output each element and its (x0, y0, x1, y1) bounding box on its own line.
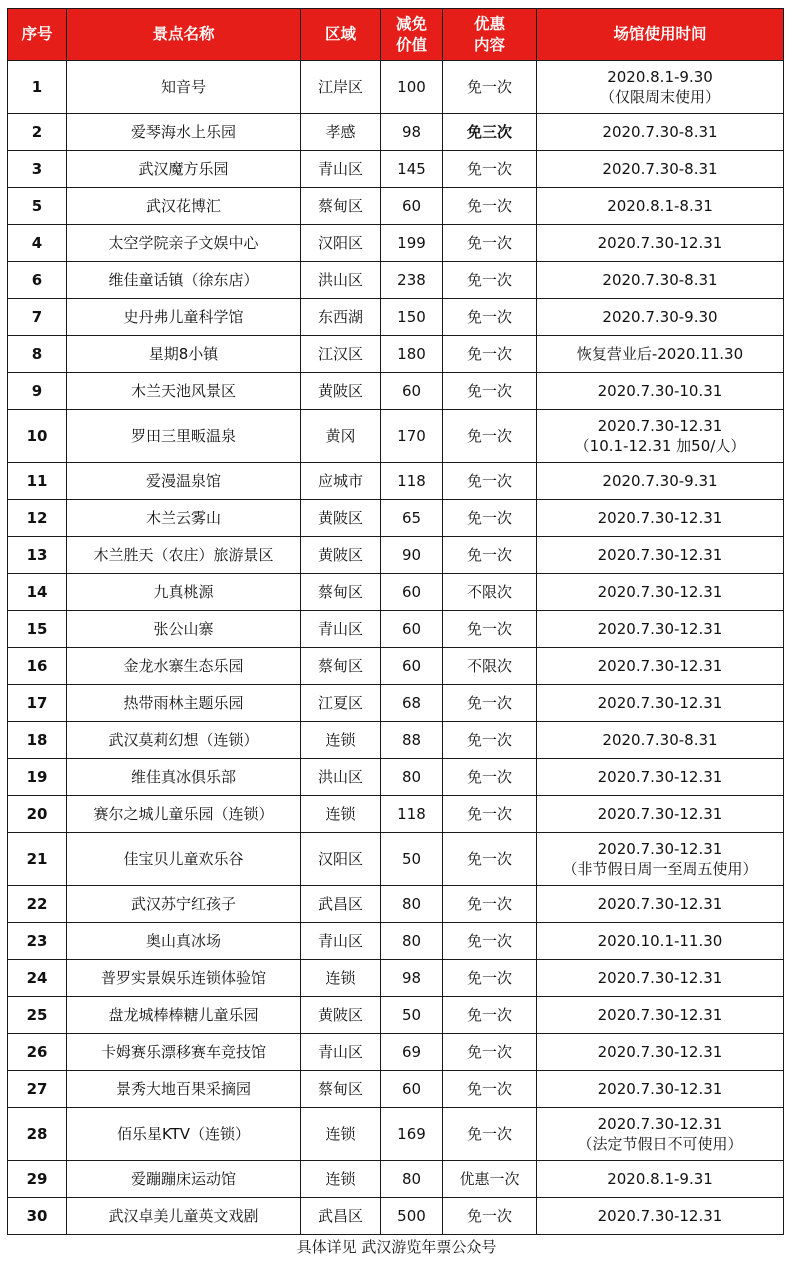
table-row (8, 463, 784, 500)
footer-note: 具体详见 武汉游览年票公众号 (296, 1238, 497, 1256)
cell-offer: 免一次 (443, 500, 537, 537)
cell-offer: 免一次 (443, 1108, 537, 1161)
cell-area: 武昌区 (301, 1198, 381, 1235)
cell-venue-name: 知音号 (67, 61, 301, 114)
cell-offer: 免一次 (443, 410, 537, 463)
cell-offer: 免一次 (443, 960, 537, 997)
cell-value: 80 (381, 923, 443, 960)
cell-area: 连锁 (301, 960, 381, 997)
cell-no: 6 (8, 262, 67, 299)
header-name: 景点名称 (67, 9, 301, 61)
cell-value: 238 (381, 262, 443, 299)
cell-no: 23 (8, 923, 67, 960)
table-row (8, 611, 784, 648)
header-row (8, 9, 784, 61)
cell-offer: 不限次 (443, 648, 537, 685)
cell-no: 15 (8, 611, 67, 648)
cell-usage-time: 2020.7.30-12.31 (537, 225, 784, 262)
cell-value: 80 (381, 1161, 443, 1198)
table-row (8, 188, 784, 225)
cell-area: 江夏区 (301, 685, 381, 722)
cell-usage-time: 2020.7.30-12.31 (537, 611, 784, 648)
cell-usage-time: 2020.7.30-8.31 (537, 151, 784, 188)
header-area: 区域 (301, 9, 381, 61)
cell-area: 黄陂区 (301, 997, 381, 1034)
cell-area: 应城市 (301, 463, 381, 500)
table-body (8, 61, 784, 1235)
cell-no: 11 (8, 463, 67, 500)
cell-venue-name: 爱漫温泉馆 (67, 463, 301, 500)
cell-value: 100 (381, 61, 443, 114)
cell-usage-time: 2020.8.1-9.30 （仅限周末使用） (537, 61, 784, 114)
cell-venue-name: 维佳童话镇（徐东店） (67, 262, 301, 299)
header-offer: 优惠 内容 (443, 9, 537, 61)
table-row (8, 1108, 784, 1161)
cell-usage-time: 2020.7.30-10.31 (537, 373, 784, 410)
cell-offer: 免一次 (443, 299, 537, 336)
cell-value: 118 (381, 796, 443, 833)
cell-no: 13 (8, 537, 67, 574)
cell-offer: 免一次 (443, 833, 537, 886)
cell-offer: 免一次 (443, 336, 537, 373)
cell-value: 68 (381, 685, 443, 722)
cell-usage-time: 2020.7.30-12.31 (537, 500, 784, 537)
cell-offer: 免三次 (443, 114, 537, 151)
header-no: 序号 (8, 9, 67, 61)
cell-usage-time: 2020.7.30-12.31 (537, 759, 784, 796)
cell-area: 江汉区 (301, 336, 381, 373)
cell-area: 连锁 (301, 1108, 381, 1161)
cell-value: 80 (381, 886, 443, 923)
cell-venue-name: 武汉苏宁红孩子 (67, 886, 301, 923)
cell-venue-name: 热带雨林主题乐园 (67, 685, 301, 722)
cell-value: 500 (381, 1198, 443, 1235)
cell-offer: 免一次 (443, 463, 537, 500)
cell-offer: 免一次 (443, 1198, 537, 1235)
cell-area: 连锁 (301, 722, 381, 759)
cell-area: 东西湖 (301, 299, 381, 336)
cell-value: 170 (381, 410, 443, 463)
cell-usage-time: 2020.7.30-12.31 （非节假日周一至周五使用） (537, 833, 784, 886)
header-time: 场馆使用时间 (537, 9, 784, 61)
cell-offer: 免一次 (443, 537, 537, 574)
cell-usage-time: 2020.7.30-12.31 (537, 997, 784, 1034)
cell-area: 蔡甸区 (301, 188, 381, 225)
cell-value: 65 (381, 500, 443, 537)
cell-offer: 免一次 (443, 1071, 537, 1108)
cell-value: 145 (381, 151, 443, 188)
cell-usage-time: 2020.7.30-12.31 (537, 960, 784, 997)
venue-table (7, 8, 784, 1235)
cell-no: 10 (8, 410, 67, 463)
cell-area: 青山区 (301, 151, 381, 188)
cell-usage-time: 2020.7.30-12.31 (537, 1034, 784, 1071)
cell-value: 199 (381, 225, 443, 262)
cell-venue-name: 盘龙城棒棒糖儿童乐园 (67, 997, 301, 1034)
cell-area: 黄冈 (301, 410, 381, 463)
table-row (8, 336, 784, 373)
cell-venue-name: 木兰云雾山 (67, 500, 301, 537)
table-row (8, 759, 784, 796)
cell-no: 4 (8, 225, 67, 262)
cell-usage-time: 2020.7.30-12.31 （10.1-12.31 加50/人） (537, 410, 784, 463)
cell-value: 50 (381, 833, 443, 886)
cell-usage-time: 2020.7.30-12.31 (537, 1071, 784, 1108)
cell-offer: 优惠一次 (443, 1161, 537, 1198)
cell-no: 25 (8, 997, 67, 1034)
cell-venue-name: 佳宝贝儿童欢乐谷 (67, 833, 301, 886)
cell-usage-time: 2020.10.1-11.30 (537, 923, 784, 960)
cell-offer: 免一次 (443, 685, 537, 722)
cell-venue-name: 爱琴海水上乐园 (67, 114, 301, 151)
cell-offer: 免一次 (443, 373, 537, 410)
cell-venue-name: 史丹弗儿童科学馆 (67, 299, 301, 336)
cell-no: 3 (8, 151, 67, 188)
cell-usage-time: 2020.8.1-8.31 (537, 188, 784, 225)
cell-offer: 免一次 (443, 1034, 537, 1071)
cell-area: 连锁 (301, 796, 381, 833)
cell-offer: 免一次 (443, 997, 537, 1034)
cell-value: 98 (381, 960, 443, 997)
cell-area: 黄陂区 (301, 500, 381, 537)
cell-value: 150 (381, 299, 443, 336)
cell-offer: 免一次 (443, 611, 537, 648)
cell-offer: 免一次 (443, 61, 537, 114)
cell-no: 14 (8, 574, 67, 611)
table-row (8, 685, 784, 722)
table-row (8, 923, 784, 960)
cell-no: 16 (8, 648, 67, 685)
cell-value: 69 (381, 1034, 443, 1071)
cell-area: 青山区 (301, 923, 381, 960)
cell-area: 蔡甸区 (301, 574, 381, 611)
cell-offer: 免一次 (443, 923, 537, 960)
table-row (8, 1198, 784, 1235)
cell-venue-name: 罗田三里畈温泉 (67, 410, 301, 463)
cell-area: 汉阳区 (301, 833, 381, 886)
cell-offer: 免一次 (443, 262, 537, 299)
cell-area: 孝感 (301, 114, 381, 151)
cell-area: 连锁 (301, 1161, 381, 1198)
table-row (8, 151, 784, 188)
cell-no: 26 (8, 1034, 67, 1071)
cell-value: 180 (381, 336, 443, 373)
cell-value: 60 (381, 648, 443, 685)
table-row (8, 648, 784, 685)
cell-no: 24 (8, 960, 67, 997)
cell-venue-name: 爱蹦蹦床运动馆 (67, 1161, 301, 1198)
cell-usage-time: 2020.7.30-12.31 (537, 886, 784, 923)
cell-area: 青山区 (301, 611, 381, 648)
cell-usage-time: 2020.7.30-12.31 (537, 796, 784, 833)
table-row (8, 225, 784, 262)
table-row (8, 537, 784, 574)
cell-value: 60 (381, 373, 443, 410)
cell-area: 青山区 (301, 1034, 381, 1071)
cell-offer: 免一次 (443, 759, 537, 796)
header-value: 减免 价值 (381, 9, 443, 61)
cell-no: 21 (8, 833, 67, 886)
cell-venue-name: 武汉魔方乐园 (67, 151, 301, 188)
cell-offer: 免一次 (443, 151, 537, 188)
table-row (8, 833, 784, 886)
cell-no: 9 (8, 373, 67, 410)
cell-usage-time: 2020.7.30-8.31 (537, 722, 784, 759)
cell-offer: 免一次 (443, 225, 537, 262)
cell-area: 江岸区 (301, 61, 381, 114)
cell-venue-name: 赛尔之城儿童乐园（连锁） (67, 796, 301, 833)
cell-usage-time: 2020.7.30-8.31 (537, 114, 784, 151)
cell-venue-name: 九真桃源 (67, 574, 301, 611)
cell-venue-name: 木兰胜天（农庄）旅游景区 (67, 537, 301, 574)
table-row (8, 960, 784, 997)
table-row (8, 410, 784, 463)
cell-area: 黄陂区 (301, 537, 381, 574)
cell-no: 7 (8, 299, 67, 336)
table-row (8, 500, 784, 537)
cell-area: 黄陂区 (301, 373, 381, 410)
table-row (8, 997, 784, 1034)
cell-venue-name: 金龙水寨生态乐园 (67, 648, 301, 685)
cell-value: 60 (381, 574, 443, 611)
cell-usage-time: 恢复营业后-2020.11.30 (537, 336, 784, 373)
cell-usage-time: 2020.7.30-9.30 (537, 299, 784, 336)
cell-venue-name: 奥山真冰场 (67, 923, 301, 960)
table-row (8, 373, 784, 410)
cell-usage-time: 2020.8.1-9.31 (537, 1161, 784, 1198)
table-row (8, 796, 784, 833)
cell-value: 60 (381, 1071, 443, 1108)
cell-venue-name: 武汉卓美儿童英文戏剧 (67, 1198, 301, 1235)
cell-no: 30 (8, 1198, 67, 1235)
cell-no: 8 (8, 336, 67, 373)
table-row (8, 722, 784, 759)
cell-venue-name: 维佳真冰俱乐部 (67, 759, 301, 796)
cell-no: 5 (8, 188, 67, 225)
cell-value: 118 (381, 463, 443, 500)
cell-venue-name: 佰乐星KTV（连锁） (67, 1108, 301, 1161)
cell-venue-name: 武汉花博汇 (67, 188, 301, 225)
cell-area: 蔡甸区 (301, 648, 381, 685)
cell-value: 60 (381, 188, 443, 225)
cell-venue-name: 武汉莫莉幻想（连锁） (67, 722, 301, 759)
cell-usage-time: 2020.7.30-12.31 (537, 685, 784, 722)
table-row (8, 114, 784, 151)
cell-usage-time: 2020.7.30-12.31 (537, 537, 784, 574)
cell-offer: 免一次 (443, 796, 537, 833)
cell-value: 88 (381, 722, 443, 759)
cell-no: 19 (8, 759, 67, 796)
cell-venue-name: 景秀大地百果采摘园 (67, 1071, 301, 1108)
table-row (8, 1071, 784, 1108)
cell-area: 洪山区 (301, 262, 381, 299)
cell-area: 汉阳区 (301, 225, 381, 262)
cell-usage-time: 2020.7.30-12.31 (537, 1198, 784, 1235)
cell-value: 60 (381, 611, 443, 648)
cell-usage-time: 2020.7.30-12.31 （法定节假日不可使用） (537, 1108, 784, 1161)
cell-venue-name: 星期8小镇 (67, 336, 301, 373)
cell-usage-time: 2020.7.30-12.31 (537, 648, 784, 685)
cell-area: 武昌区 (301, 886, 381, 923)
cell-value: 50 (381, 997, 443, 1034)
cell-venue-name: 普罗实景娱乐连锁体验馆 (67, 960, 301, 997)
cell-value: 169 (381, 1108, 443, 1161)
cell-offer: 不限次 (443, 574, 537, 611)
table-row (8, 61, 784, 114)
cell-no: 29 (8, 1161, 67, 1198)
table-row (8, 1161, 784, 1198)
cell-no: 28 (8, 1108, 67, 1161)
cell-no: 18 (8, 722, 67, 759)
cell-offer: 免一次 (443, 722, 537, 759)
cell-no: 12 (8, 500, 67, 537)
cell-venue-name: 张公山寨 (67, 611, 301, 648)
cell-value: 80 (381, 759, 443, 796)
cell-usage-time: 2020.7.30-8.31 (537, 262, 784, 299)
cell-area: 蔡甸区 (301, 1071, 381, 1108)
cell-usage-time: 2020.7.30-9.31 (537, 463, 784, 500)
cell-venue-name: 太空学院亲子文娱中心 (67, 225, 301, 262)
cell-venue-name: 卡姆赛乐漂移赛车竞技馆 (67, 1034, 301, 1071)
table-row (8, 886, 784, 923)
cell-venue-name: 木兰天池风景区 (67, 373, 301, 410)
table-row (8, 299, 784, 336)
cell-usage-time: 2020.7.30-12.31 (537, 574, 784, 611)
cell-no: 27 (8, 1071, 67, 1108)
table-row (8, 1034, 784, 1071)
cell-offer: 免一次 (443, 886, 537, 923)
cell-area: 洪山区 (301, 759, 381, 796)
cell-no: 22 (8, 886, 67, 923)
cell-no: 20 (8, 796, 67, 833)
cell-no: 2 (8, 114, 67, 151)
cell-no: 1 (8, 61, 67, 114)
cell-value: 90 (381, 537, 443, 574)
cell-value: 98 (381, 114, 443, 151)
table-row (8, 262, 784, 299)
table-row (8, 574, 784, 611)
cell-no: 17 (8, 685, 67, 722)
cell-offer: 免一次 (443, 188, 537, 225)
